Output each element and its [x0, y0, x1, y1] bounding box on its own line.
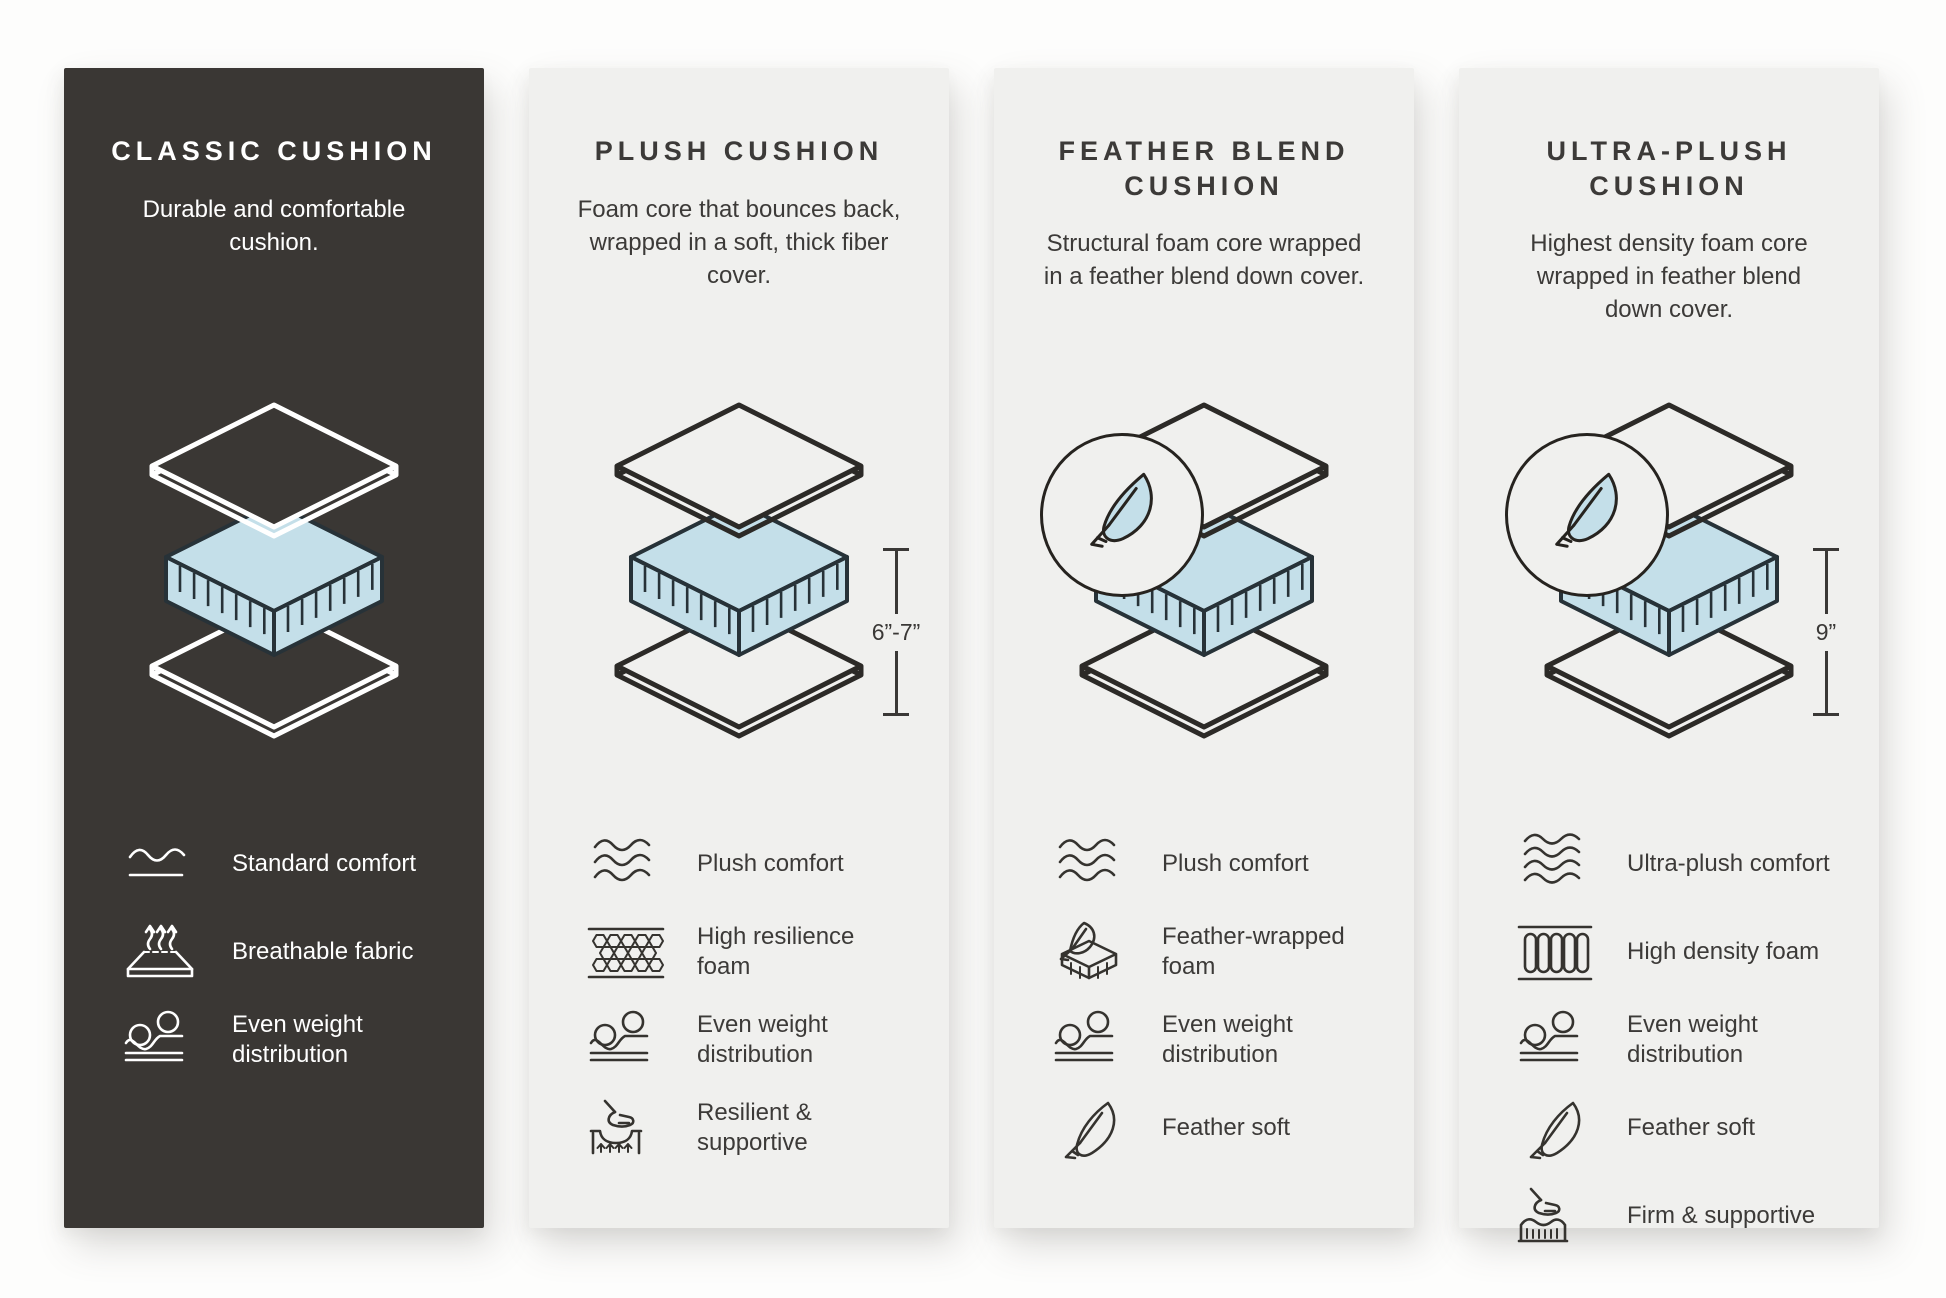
- height-dimension: [1791, 548, 1861, 716]
- feather-badge: [1505, 433, 1669, 597]
- feature-row: [1048, 921, 1376, 983]
- dimension-line: [1825, 651, 1828, 714]
- panel-description: Durable and comfortable cushion.: [142, 195, 406, 256]
- panel-header: [1497, 134, 1841, 324]
- panel-ultra-plush-cushion: [1459, 68, 1879, 1228]
- feature-list: [1497, 833, 1841, 1247]
- comfort-wave-icon: [118, 833, 202, 895]
- feature-list: [1032, 833, 1376, 1159]
- feature-label: High resilience foam: [697, 923, 855, 980]
- height-label: 6”-7”: [871, 618, 921, 645]
- feather-badge-icon: [1535, 463, 1639, 567]
- dimension-cap: [883, 713, 909, 716]
- comfort-waves-icon: [1513, 833, 1597, 895]
- comfort-waves-icon: [1048, 833, 1132, 895]
- feature-label: Standard comfort: [232, 850, 417, 877]
- pressure-support-icon: [1513, 1185, 1597, 1247]
- high-density-foam-icon: [1513, 921, 1597, 983]
- feather-icon: [1048, 1097, 1132, 1159]
- feature-row: [583, 921, 911, 983]
- feature-row: [1513, 1097, 1841, 1159]
- panel-feather-blend-cushion: [994, 68, 1414, 1228]
- panel-header: [567, 134, 911, 324]
- feature-label: Feather soft: [1162, 1114, 1291, 1141]
- dimension-line: [1825, 551, 1828, 614]
- feature-label: Breathable fabric: [232, 938, 414, 965]
- cushion-comparison-board: [64, 68, 1879, 1228]
- cushion-illustration: [567, 395, 921, 825]
- feather-badge-icon: [1070, 463, 1174, 567]
- layered-cushion-icon: [589, 395, 889, 740]
- panel-header: [102, 134, 446, 324]
- feature-list: [102, 833, 446, 1071]
- feature-list: [567, 833, 911, 1159]
- feature-label: Ultra-plush comfort: [1627, 850, 1830, 877]
- weight-distribution-icon: [118, 1009, 202, 1071]
- feature-row: [583, 1009, 911, 1071]
- feature-label: Plush comfort: [1162, 850, 1309, 877]
- feature-label: Even weight distribution: [1162, 1011, 1293, 1068]
- feature-row: [1513, 921, 1841, 983]
- feature-label: Resilient & supportive: [697, 1099, 812, 1156]
- weight-distribution-icon: [1513, 1009, 1597, 1071]
- panel-title: ULTRA-PLUSH CUSHION: [1546, 136, 1792, 201]
- feature-row: [118, 1009, 446, 1071]
- height-dimension: [861, 548, 931, 716]
- panel-title: CLASSIC CUSHION: [111, 136, 437, 166]
- feature-label: Feather-wrapped foam: [1162, 923, 1345, 980]
- pressure-support-icon: [583, 1097, 667, 1159]
- dimension-cap: [1813, 713, 1839, 716]
- dimension-line: [895, 551, 898, 614]
- cushion-illustration: [102, 395, 446, 825]
- feather-badge: [1040, 433, 1204, 597]
- weight-distribution-icon: [1048, 1009, 1132, 1071]
- dimension-line: [895, 651, 898, 714]
- feature-row: [1048, 833, 1376, 895]
- feature-label: Even weight distribution: [697, 1011, 828, 1068]
- foam-cells-icon: [583, 921, 667, 983]
- feature-row: [583, 833, 911, 895]
- feature-label: Plush comfort: [697, 850, 844, 877]
- panel-description: Structural foam core wrapped in a feather blend down cover.: [1043, 230, 1365, 291]
- feature-label: Even weight distribution: [232, 1011, 363, 1068]
- panel-header: [1032, 134, 1376, 324]
- breathable-fabric-icon: [118, 921, 202, 983]
- comfort-waves-icon: [583, 833, 667, 895]
- cushion-illustration: [1497, 395, 1841, 825]
- feature-row: [118, 921, 446, 983]
- weight-distribution-icon: [583, 1009, 667, 1071]
- feature-label: High density foam: [1627, 938, 1820, 965]
- panel-title: FEATHER BLEND CUSHION: [1058, 136, 1350, 201]
- feature-row: [1048, 1097, 1376, 1159]
- feature-row: [1513, 1185, 1841, 1247]
- layered-cushion-icon: [124, 395, 424, 740]
- panel-plush-cushion: [529, 68, 949, 1228]
- feature-row: [1048, 1009, 1376, 1071]
- feather-icon: [1513, 1097, 1597, 1159]
- panel-title: PLUSH CUSHION: [594, 136, 884, 166]
- feature-row: [583, 1097, 911, 1159]
- panel-description: Highest density foam core wrapped in feather blend down cover.: [1530, 230, 1808, 324]
- feature-label: Even weight distribution: [1627, 1011, 1758, 1068]
- feature-row: [118, 833, 446, 895]
- feature-row: [1513, 1009, 1841, 1071]
- cushion-illustration: [1032, 395, 1376, 825]
- panel-description: Foam core that bounces back, wrapped in a soft, thick fiber cover.: [577, 195, 901, 289]
- feature-label: Feather soft: [1627, 1114, 1756, 1141]
- feature-label: Firm & supportive: [1627, 1202, 1816, 1229]
- height-label: 9”: [1815, 618, 1837, 645]
- feather-wrapped-foam-icon: [1048, 921, 1132, 983]
- panel-classic-cushion: [64, 68, 484, 1228]
- feature-row: [1513, 833, 1841, 895]
